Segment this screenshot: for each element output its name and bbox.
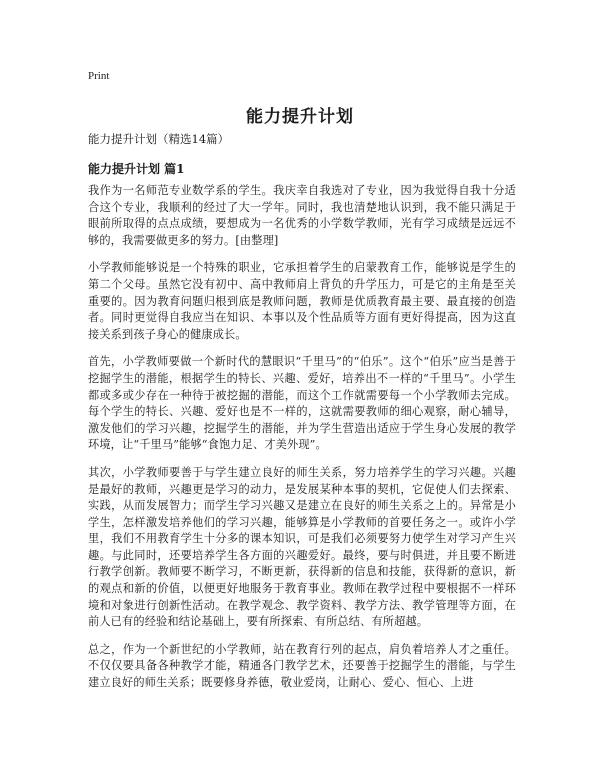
- article-body: [88, 183, 516, 703]
- section-heading: 能力提升计划 篇1: [88, 162, 185, 176]
- document-subtitle: 能力提升计划（精选14篇）: [88, 132, 230, 146]
- document-title: 能力提升计划: [246, 107, 354, 127]
- paragraph-5: 总之，作为一个新世纪的小学教师，站在教育行列的起点，肩负着培养人才之重任。不仅仅要具备各种教学才能，精通各门教学艺术，还要善于挖掘学生的潜能，与学生建立良好的师生关系；既要修身养德，敬业爱岗，让耐心、爱心、恒心、上进: [88, 642, 516, 690]
- paragraph-1: 我作为一名师范专业数学系的学生。我庆幸自我选对了专业，因为我觉得自我十分适合这个专业，我顺利的经过了大一学年。同时，我也清楚地认识到，我不能只满足于眼前所取得的点点成绩，要想成为一名优秀的小学数学教师，光有学习成绩是远远不够的，我需要做更多的努力。[由整理]: [88, 184, 516, 247]
- paragraph-4: 其次，小学教师要善于与学生建立良好的师生关系，努力培养学生的学习兴趣。兴趣是最好的教师，兴趣更是学习的动力，是发展某种本事的契机，它促使人们去探索、实践，从而发展智力；而学生学习兴趣又是建立在良好的师生关系之上的。异常是小学生，怎样激发培养他们的学习兴趣，能够算是小学教师的首要任务之一。或许小学里，我们不用教育学生十分多的课本知识，可是我们必须要努力使学生对学习产生兴趣。与此同时，还要培养学生各方面的兴趣爱好。最终，要与时俱进，并且要不断进行教学创新。教师要不断学习，不断更新，获得新的信息和技能，获得新的意识，新的观点和新的价值，以便更好地服务于教育事业。教师在教学过程中要根据不一样环境和对象进行创新性活动。在教学观念、教学资料、教学方法、教学管理等方面，在前人已有的经验和结论基础上，要有所探索、有所总结、有所超越。: [88, 465, 516, 629]
- paragraph-3: 首先，小学教师要做一个新时代的慧眼识“千里马”的“伯乐”。这个“伯乐”应当是善于挖掘学生的潜能，根据学生的特长、兴趣、爱好，培养出不一样的“千里马”。小学生都或多或少存在一种待于被挖掘的潜能，而这个工作就需要每一个小学教师去完成。每个学生的特长、兴趣、爱好也是不一样的，这就需要教师的细心观察，耐心辅导，激发他们的学习兴趣，挖掘学生的潜能，并为学生营造出适应于学生身心发展的教学环境，让“千里马”能够“食饱力足、才美外现”。: [88, 355, 516, 452]
- paragraph-2: 小学教师能够说是一个特殊的职业，它承担着学生的启蒙教育工作，能够说是学生的第二个父母。虽然它没有初中、高中教师肩上背负的升学压力，可是它的主角是至关重要的。因为教育问题归根到底是教师问题，教师是优质教育最主要、最直接的创造者。同时更觉得自我应当在知识、本事以及个性品质等方面有更好得提高，因为这直接关系到孩子身心的健康成长。: [88, 261, 516, 341]
- print-link[interactable]: Print: [88, 70, 110, 82]
